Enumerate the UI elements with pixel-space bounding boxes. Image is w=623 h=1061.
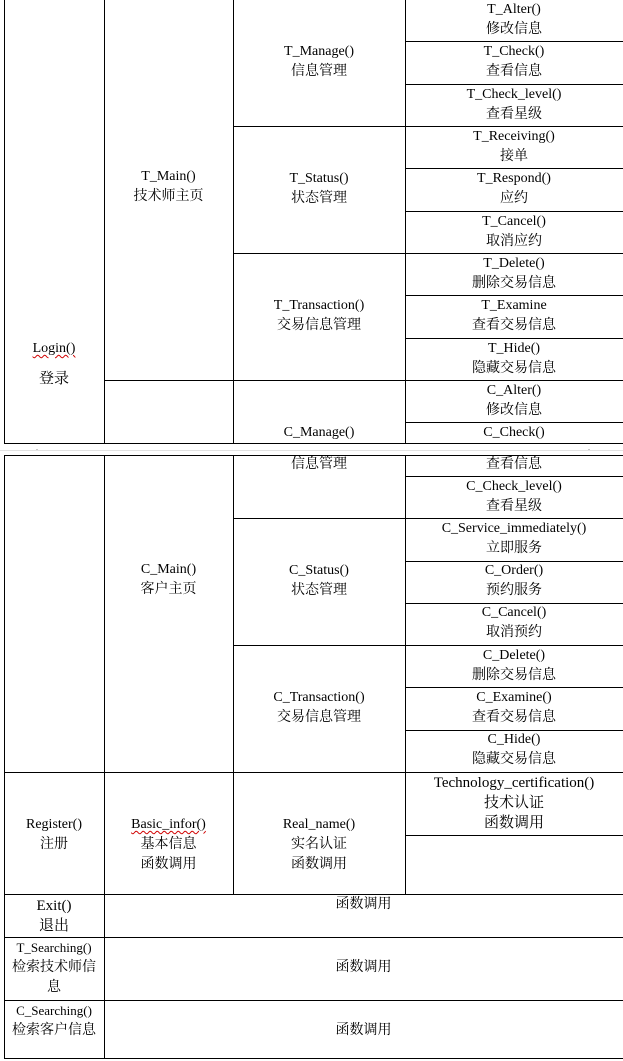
function-label: 查看信息 [486,64,542,79]
login-function-name: Login() [32,341,76,356]
c-manage-label: 信息管理 [291,457,347,472]
t-main-label: 技术师主页 [133,189,204,204]
tech-cert-function-name: Technology_certification() [433,775,595,791]
real-name-label: 实名认证 [291,837,347,852]
basic-infor-call: 函数调用 [140,857,197,872]
exit-call: 函数调用 [335,897,392,912]
t-manage-function-name: T_Manage() [284,44,354,59]
c-searching-call: 函数调用 [335,1023,392,1038]
function-label: 隐藏交易信息 [472,752,556,767]
real-name-function-name: Real_name() [282,817,356,832]
function-label: 删除交易信息 [472,668,556,683]
c-delete-cell [405,646,623,686]
t-searching-cell [4,938,104,998]
function-name: T_Alter() [487,2,541,17]
table1-col1-divider [104,0,105,444]
basic-infor-function-name: Basic_infor() [131,817,206,832]
page-break-rule [0,450,623,451]
function-label: 查看交易信息 [472,318,556,333]
function-name: C_Hide() [487,732,541,747]
t-status-cell [233,169,405,209]
function-label: 应约 [500,191,528,206]
function-label: 取消应约 [486,234,542,249]
function-name: C_Check() [483,425,545,440]
function-name: T_Examine [481,298,547,313]
register-cell [4,815,104,855]
t-examine-cell [405,296,623,336]
t-searching-call-cell [104,958,623,978]
t-transaction-function-name: T_Transaction() [273,298,365,313]
t-status-function-name: T_Status() [289,171,349,186]
c-check-cell-bottom [405,455,623,475]
t-manage-cell [233,42,405,82]
function-name: C_Alter() [486,383,542,398]
function-name: C_Examine() [476,690,552,705]
exit-function-name: Exit() [36,898,72,914]
c-searching-cell [4,1001,104,1041]
function-name: T_Receiving() [473,129,555,144]
basic-infor-label: 基本信息 [140,837,197,852]
function-label: 修改信息 [486,403,542,418]
c-cancel-cell [405,603,623,643]
function-label: 查看交易信息 [472,710,556,725]
real-name-call: 函数调用 [291,857,347,872]
exit-label: 退出 [38,918,69,934]
function-name: C_Service_immediately() [441,521,587,536]
c-main-function-name: C_Main() [140,562,197,577]
c-check-level-cell [405,477,623,517]
login-cell [4,334,104,394]
t-alter-cell [405,0,623,40]
function-name: T_Delete() [483,256,545,271]
c-transaction-cell [233,688,405,728]
c-status-cell [233,561,405,601]
t-searching-label-line1: 检索技术师信 [12,960,96,975]
c-service-immediately-cell [405,519,623,559]
table2-bottom-border [4,1058,623,1059]
t-receiving-cell [405,127,623,167]
exit-call-cell [104,895,623,915]
t-status-label: 状态管理 [291,191,347,206]
tech-cert-cell [405,773,623,833]
c-searching-label: 检索客户信息 [12,1023,96,1038]
t-searching-label-line2: 息 [47,980,61,995]
t-delete-cell [405,254,623,294]
function-label: 查看信息 [486,457,542,472]
function-label: 取消预约 [486,625,542,640]
t-cancel-cell [405,212,623,252]
function-label: 查看星级 [486,107,542,122]
basic-infor-cell [104,815,233,875]
function-name: T_Cancel() [482,214,546,229]
function-label: 删除交易信息 [472,276,556,291]
function-name: C_Cancel() [481,605,547,620]
c-status-function-name: C_Status() [289,563,349,578]
function-name: C_Delete() [482,648,546,663]
function-label: 隐藏交易信息 [472,361,556,376]
c-manage-function-name: C_Manage() [283,425,355,440]
t-check-cell [405,42,623,82]
c-examine-cell [405,688,623,728]
t-main-cell [104,167,233,207]
c-main-label: 客户主页 [140,582,197,597]
function-label: 修改信息 [486,22,542,37]
tech-cert-label: 技术认证 [483,795,544,811]
function-label: 查看星级 [486,499,542,514]
t-searching-function-name: T_Searching() [16,940,92,955]
exit-cell [4,896,104,936]
c-alter-cell [405,381,623,421]
c-searching-call-cell [104,1021,623,1041]
c-searching-function-name: C_Searching() [16,1003,92,1018]
c-manage-cell-bottom [233,455,405,475]
function-name: C_Order() [484,563,544,578]
t-transaction-cell [233,296,405,336]
function-label: 立即服务 [486,541,542,556]
function-label: 预约服务 [486,583,542,598]
t-transaction-label: 交易信息管理 [277,318,361,333]
t-manage-label: 信息管理 [291,64,347,79]
table2-row-divider [405,835,623,836]
t-check-level-cell [405,85,623,125]
t-searching-call: 函数调用 [335,960,392,975]
function-label: 接单 [500,149,528,164]
register-label: 注册 [40,837,68,852]
register-function-name: Register() [26,817,82,832]
c-hide-cell [405,730,623,770]
c-check-cell-top [405,423,623,443]
c-manage-cell-top [233,423,405,443]
login-label: 登录 [38,371,69,387]
tech-cert-call: 函数调用 [483,815,544,831]
function-name: C_Check_level() [466,479,562,494]
t-respond-cell [405,169,623,209]
c-transaction-function-name: C_Transaction() [273,690,365,705]
function-name: T_Check_level() [466,87,562,102]
function-name: T_Check() [483,44,545,59]
t-hide-cell [405,339,623,379]
function-name: T_Hide() [487,341,541,356]
c-order-cell [405,561,623,601]
c-status-label: 状态管理 [291,583,347,598]
c-transaction-label: 交易信息管理 [277,710,361,725]
real-name-cell [233,815,405,875]
t-main-function-name: T_Main() [141,169,196,184]
c-main-cell [104,560,233,600]
function-name: T_Respond() [477,171,551,186]
